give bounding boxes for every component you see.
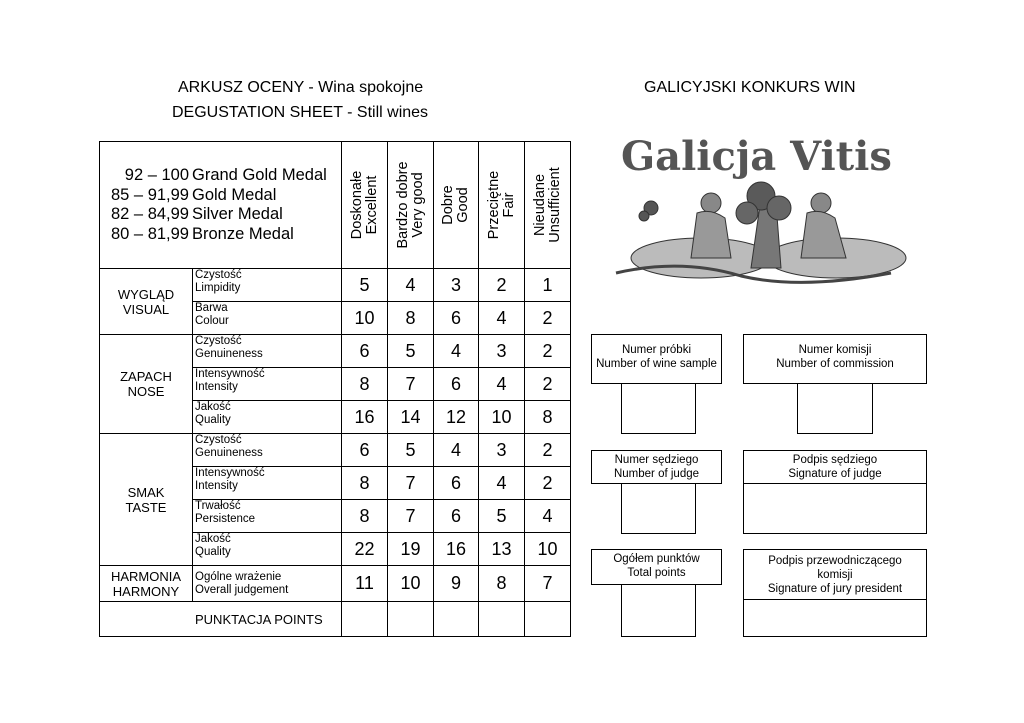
criterion-label: Jakość Quality [193, 533, 342, 566]
score-cell[interactable]: 4 [388, 269, 434, 302]
criterion-label: Trwałość Persistence [193, 500, 342, 533]
score-cell[interactable]: 11 [342, 566, 388, 602]
score-cell[interactable]: 8 [342, 500, 388, 533]
criterion-label: Barwa Colour [193, 302, 342, 335]
score-cell[interactable]: 7 [525, 566, 571, 602]
judge-signature-field[interactable] [743, 483, 927, 534]
score-cell[interactable]: 2 [525, 368, 571, 401]
competition-title: GALICYJSKI KONKURS WIN [644, 79, 856, 96]
column-header-fair: Przeciętne Fair [479, 142, 525, 269]
score-cell[interactable]: 5 [342, 269, 388, 302]
points-cell[interactable] [479, 602, 525, 637]
header-row [100, 142, 571, 269]
score-cell[interactable]: 4 [434, 434, 479, 467]
criterion-label: Czystość Genuineness [193, 434, 342, 467]
score-cell[interactable]: 6 [434, 368, 479, 401]
column-header-unsufficient: Nieudane Unsufficient [525, 142, 571, 269]
legend-item: 85 – 91,99 Gold Medal [111, 185, 277, 204]
score-cell[interactable]: 22 [342, 533, 388, 566]
total-points-label: Ogółem punktów Total points [591, 549, 722, 585]
legend-item: 92 – 100 Grand Gold Medal [124, 166, 327, 184]
score-cell[interactable]: 2 [525, 467, 571, 500]
points-cell[interactable] [434, 602, 479, 637]
legend-item: 80 – 81,99 Bronze Medal [111, 224, 294, 243]
score-cell[interactable]: 10 [388, 566, 434, 602]
score-cell[interactable]: 3 [479, 335, 525, 368]
score-cell[interactable]: 16 [434, 533, 479, 566]
score-cell[interactable]: 2 [525, 335, 571, 368]
judge-number-label: Numer sędziego Number of judge [591, 450, 722, 484]
score-cell[interactable]: 13 [479, 533, 525, 566]
logo-text: Galicja Vitis [621, 133, 892, 180]
score-cell[interactable]: 10 [342, 302, 388, 335]
commission-number-field[interactable] [797, 383, 873, 434]
category-visual: WYGLĄD VISUAL [100, 269, 193, 335]
sample-number-field[interactable] [621, 383, 696, 434]
score-cell[interactable]: 4 [479, 302, 525, 335]
points-cell[interactable] [342, 602, 388, 637]
criterion-label: Jakość Quality [193, 401, 342, 434]
total-points-field[interactable] [621, 584, 696, 637]
score-cell[interactable]: 1 [525, 269, 571, 302]
galicja-vitis-logo [601, 108, 907, 302]
criterion-label: Intensywność Intensity [193, 368, 342, 401]
score-cell[interactable]: 2 [479, 269, 525, 302]
sheet-title-pl: ARKUSZ OCENY - Wina spokojne [178, 79, 424, 96]
score-cell[interactable]: 4 [434, 335, 479, 368]
table-row [100, 566, 571, 602]
points-cell[interactable] [388, 602, 434, 637]
column-header-good: Dobre Good [434, 142, 479, 269]
jury-president-signature-field[interactable] [743, 599, 927, 637]
score-cell[interactable]: 4 [525, 500, 571, 533]
score-cell[interactable]: 6 [342, 335, 388, 368]
score-cell[interactable]: 2 [525, 434, 571, 467]
score-cell[interactable]: 2 [525, 302, 571, 335]
column-header-very-good: Bardzo dobre Very good [388, 142, 434, 269]
criterion-label: Czystość Limpidity [193, 269, 342, 302]
score-cell[interactable]: 4 [479, 467, 525, 500]
category-taste: SMAK TASTE [100, 434, 193, 566]
legend-item: 82 – 84,99 Silver Medal [111, 205, 283, 223]
commission-number-label: Numer komisji Number of commission [743, 334, 927, 384]
judge-signature-label: Podpis sędziego Signature of judge [743, 450, 927, 484]
score-cell[interactable]: 7 [388, 467, 434, 500]
score-cell[interactable]: 12 [434, 401, 479, 434]
points-row [100, 602, 571, 637]
score-cell[interactable]: 8 [388, 302, 434, 335]
score-cell[interactable]: 16 [342, 401, 388, 434]
criterion-label: Czystość Genuineness [193, 335, 342, 368]
category-harmony: HARMONIA HARMONY [100, 566, 193, 602]
score-cell[interactable]: 9 [434, 566, 479, 602]
score-cell[interactable]: 10 [479, 401, 525, 434]
score-cell[interactable]: 6 [434, 302, 479, 335]
score-cell[interactable]: 7 [388, 368, 434, 401]
points-cell[interactable] [525, 602, 571, 637]
table-row [100, 434, 571, 467]
points-label: PUNKTACJA POINTS [100, 602, 342, 637]
score-cell[interactable]: 8 [525, 401, 571, 434]
score-cell[interactable]: 7 [388, 500, 434, 533]
score-cell[interactable]: 8 [342, 368, 388, 401]
score-cell[interactable]: 5 [388, 335, 434, 368]
category-nose: ZAPACH NOSE [100, 335, 193, 434]
score-cell[interactable]: 8 [479, 566, 525, 602]
score-cell[interactable]: 8 [342, 467, 388, 500]
score-cell[interactable]: 6 [342, 434, 388, 467]
table-row [100, 335, 571, 368]
score-cell[interactable]: 6 [434, 467, 479, 500]
sample-number-label: Numer próbki Number of wine sample [591, 334, 722, 384]
sheet-title-en: DEGUSTATION SHEET - Still wines [172, 104, 429, 121]
criterion-label: Intensywność Intensity [193, 467, 342, 500]
score-cell[interactable]: 3 [434, 269, 479, 302]
medal-legend [100, 142, 342, 269]
logo-illustration [601, 108, 907, 302]
score-cell[interactable]: 3 [479, 434, 525, 467]
scoring-table [99, 141, 571, 637]
score-cell[interactable]: 19 [388, 533, 434, 566]
column-header-excellent: Doskonałe Excellent [342, 142, 388, 269]
score-cell[interactable]: 4 [479, 368, 525, 401]
criterion-label: Ogólne wrażenie Overall judgement [193, 566, 342, 602]
score-cell[interactable]: 10 [525, 533, 571, 566]
table-row [100, 269, 571, 302]
score-cell[interactable]: 6 [434, 500, 479, 533]
judge-number-field[interactable] [621, 483, 696, 534]
score-cell[interactable]: 5 [479, 500, 525, 533]
score-cell[interactable]: 5 [388, 434, 434, 467]
score-cell[interactable]: 14 [388, 401, 434, 434]
jury-president-signature-label: Podpis przewodniczącego komisji Signature of jury president [743, 549, 927, 600]
